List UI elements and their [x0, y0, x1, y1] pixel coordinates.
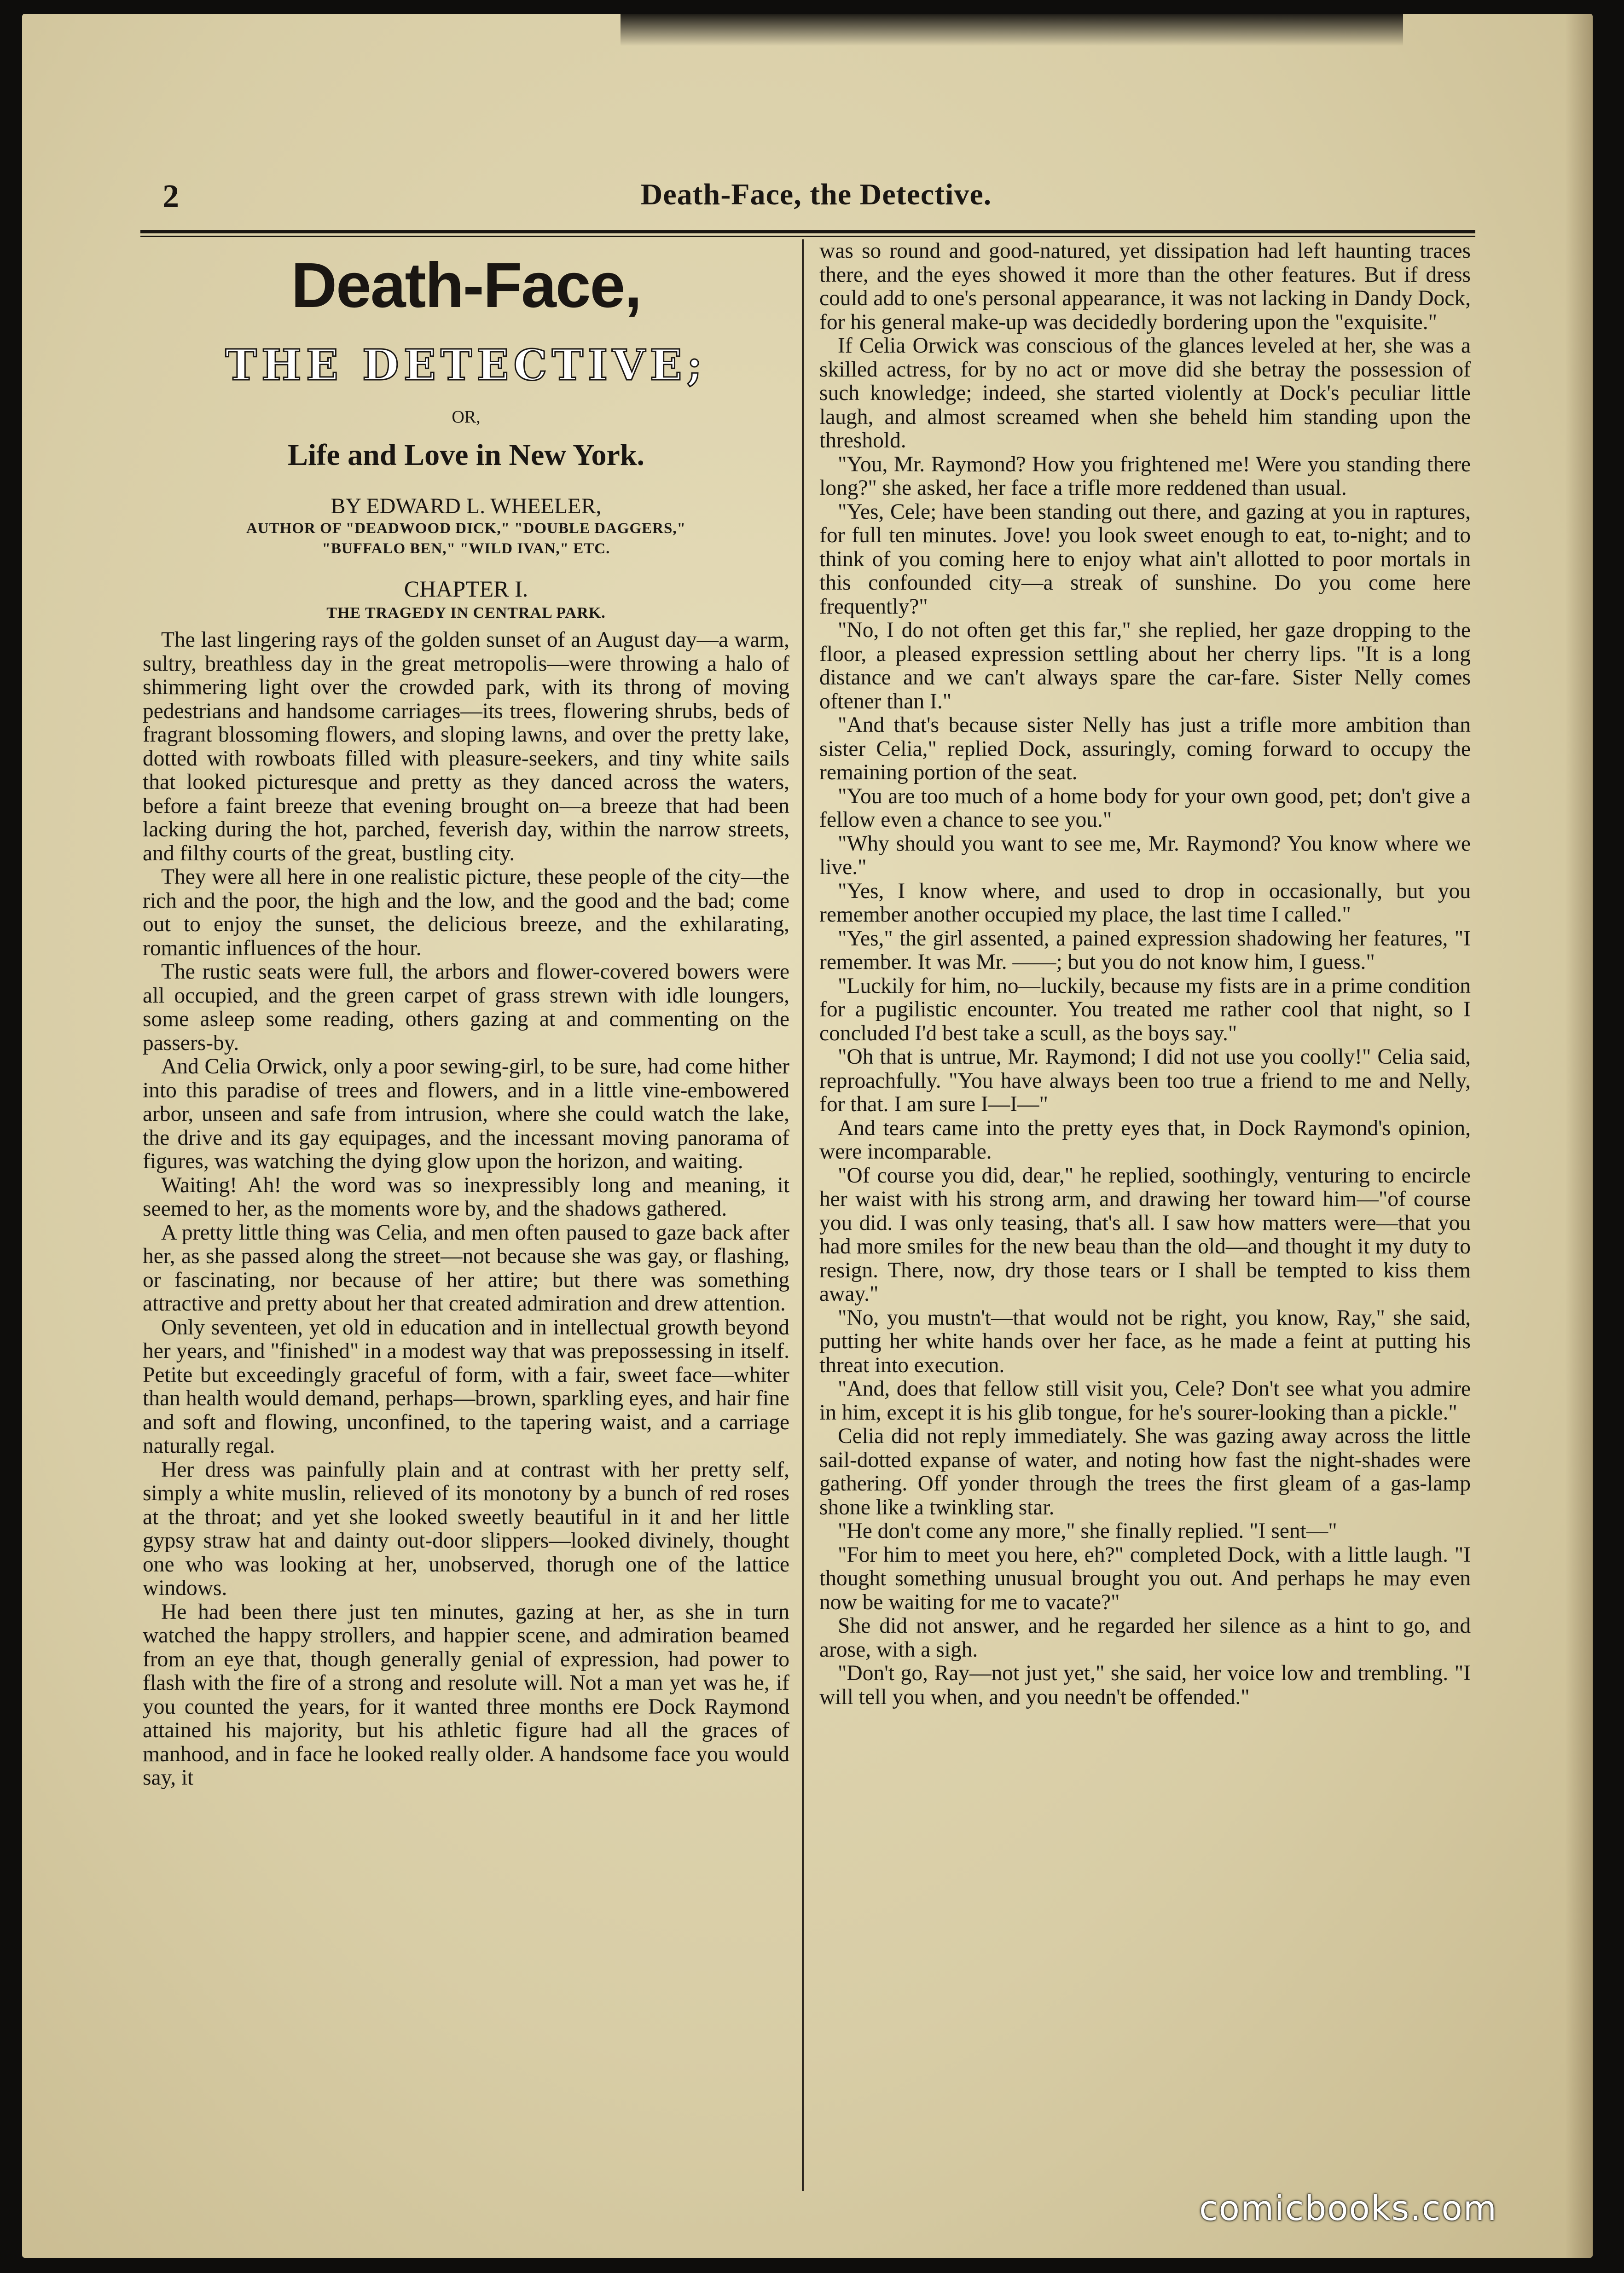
- paragraph: "And, does that fellow still visit you, Cele? Don't see what you admire in him, except it is his glib tongue, for he's sourer-looking than a pickle.": [819, 1377, 1471, 1425]
- story-title-detective: THE DETECTIVE;: [225, 340, 707, 390]
- paragraph: "For him to meet you here, eh?" completed Dock, with a little laugh. "I thought something unusual brought you out. And perhaps he may even now be waiting for me to vacate?": [819, 1542, 1471, 1614]
- watermark-text: comicbooks.com: [1199, 2189, 1497, 2228]
- paragraph: "And that's because sister Nelly has just a trifle more ambition than sister Celia," replied Dock, assuringly, coming forward to occupy the remaining portion of the seat.: [819, 713, 1471, 784]
- paragraph: "Yes, I know where, and used to drop in occasionally, but you remember another occupied my place, the last time I called.": [819, 879, 1471, 927]
- chapter-title: THE TRAGEDY IN CENTRAL PARK.: [326, 604, 606, 621]
- paragraph: A pretty little thing was Celia, and men often paused to gaze back after her, as she passed along the street—not because she was gay, or flashing, or fascinating, nor because of her attire; but there was something attractive and pretty about her that created admiration and drew attention.: [143, 1220, 789, 1316]
- paragraph: "Yes, Cele; have been standing out there, and gazing at you in raptures, for full ten minutes. Jove! you look sweet enough to eat, to-night; and to think of you coming here to enjoy what ain't allotted to poor mortals in this confounded city—a streak of sunshine. Do you come here frequently?": [819, 499, 1471, 619]
- chapter-number: CHAPTER I.: [404, 576, 528, 602]
- paragraph: The rustic seats were full, the arbors and flower-covered bowers were all occupied, and the green carpet of grass strewn with idle loungers, some asleep some reading, others gazing at and commenting on the passers-by.: [143, 960, 789, 1055]
- author-credits: [143, 518, 789, 559]
- left-column: [143, 239, 789, 2191]
- paragraph: He had been there just ten minutes, gazing at her, as she in turn watched the happy strollers, and happier scene, and admiration beamed from an eye that, though generally genial of expression, had power to flash with the fire of a strong and resolute will. Not a man yet was he, if you counted the years, for it wanted three months ere Dock Raymond attained his majority, but his athletic figure had all the graces of manhood, and in face he looked really older. A handsome face you would say, it: [143, 1600, 789, 1790]
- scan-shadow: [621, 14, 1403, 46]
- paragraph: "Yes," the girl assented, a pained expression shadowing her features, "I remember. It was Mr. ——; but you do not know him, I guess.": [819, 926, 1471, 974]
- paragraph: "Oh that is untrue, Mr. Raymond; I did not use you coolly!" Celia said, reproachfully. "You have always been too true a friend to me and Nelly, for that. I am sure I—I—": [819, 1045, 1471, 1116]
- page-header: [137, 177, 1495, 219]
- paragraph: And Celia Orwick, only a poor sewing-girl, to be sure, had come hither into this paradise of trees and flowers, and in a little vine-embowered arbor, unseen and safe from intrusion, where she could watch the lake, the drive and its gay equipages, and the incessant moving panorama of figures, was watching the dying glow upon the horizon, and waiting.: [143, 1055, 789, 1173]
- right-column: [819, 239, 1471, 2191]
- paragraph: was so round and good-natured, yet dissipation had left haunting traces there, and the eyes showed it more than the other features. But if dress could add to one's personal appearance, it was not lacking in Dandy Dock, for his general make-up was decidedly bordering upon the "exquisite.": [819, 239, 1471, 334]
- paragraph: "Of course you did, dear," he replied, soothingly, venturing to encircle her waist with his strong arm, and drawing her toward him—"of course you did. I was only teasing, that's all. I saw how matters were—that you had more smiles for the new beau than the old—and thought it my duty to resign. There, now, dry those tears or I shall be tempted to kiss them away.": [819, 1163, 1471, 1306]
- header-rule-thin: [140, 236, 1475, 237]
- paragraph: They were all here in one realistic picture, these people of the city—the rich and the poor, the high and the low, and the good and the bad; come out to enjoy the sunset, the delicious breeze, and the exhilarating, romantic influences of the hour.: [143, 865, 789, 960]
- author-credits-line-2: "BUFFALO BEN," "WILD IVAN," ETC.: [322, 540, 610, 557]
- page-edge: [1565, 14, 1593, 2258]
- paragraph: "You are too much of a home body for your own good, pet; don't give a fellow even a chance to see you.": [819, 784, 1471, 832]
- paragraph: Her dress was painfully plain and at contrast with her pretty self, simply a white muslin, relieved of its monotony by a bunch of red roses at the throat; and yet she looked sweetly beautiful in it and her little gypsy straw hat and dainty out-door slippers—looked divinely, thought one who was looking at her, unobserved, thorugh one of the lattice windows.: [143, 1457, 789, 1600]
- page-number: 2: [162, 178, 179, 215]
- paragraph: Only seventeen, yet old in education and in intellectual growth beyond her years, and "finished" in a modest way that was prepossessing in itself. Petite but exceedingly graceful of form, with a fair, sweet face—whiter than health would demand, perhaps—brown, sparkling eyes, and hair fine and soft and flowing, unconfined, to the tapering waist, and a carriage naturally regal.: [143, 1315, 789, 1458]
- header-rule: [140, 230, 1475, 233]
- author-credits-line-1: AUTHOR OF "DEADWOOD DICK," "DOUBLE DAGGERS,": [246, 520, 686, 537]
- paragraph: "Why should you want to see me, Mr. Raymond? You know where we live.": [819, 831, 1471, 879]
- paragraph: "He don't come any more," she finally replied. "I sent—": [838, 1519, 1337, 1543]
- paragraph: "Luckily for him, no—luckily, because my fists are in a prime condition for a pugilistic encounter. You treated me rather cool that night, so I concluded I'd best take a scull, as the boys say.": [819, 974, 1471, 1045]
- column-divider: [802, 239, 804, 2191]
- title-or: OR,: [452, 407, 481, 427]
- byline: BY EDWARD L. WHEELER,: [331, 494, 602, 518]
- paragraph: The last lingering rays of the golden sunset of an August day—a warm, sultry, breathless day in the great metropolis—were throwing a halo of shimmering light over the crowded park, with its throng of moving pedestrians and handsome carriages—its trees, flowering shrubs, beds of fragrant blossoming flowers, and sloping lawns, and over the pretty lake, dotted with rowboats filled with pleasure-seekers, and tiny white sails that looked picturesque and pretty as they danced across the waters, before a faint breeze that evening brought on—a breeze that had been lacking during the hot, parched, feverish day, within the narrow streets, and filthy courts of the great, bustling city.: [143, 628, 789, 865]
- paragraph: "No, I do not often get this far," she replied, her gaze dropping to the floor, a pleased expression settling about her cherry lips. "It is a long distance and we can't always spare the car-fare. Sister Nelly comes oftener than I.": [819, 618, 1471, 713]
- story-subtitle: Life and Love in New York.: [288, 438, 644, 472]
- paragraph: Celia did not reply immediately. She was gazing away across the little sail-dotted expanse of water, and noting how fast the night-shades were gathering. Off yonder through the trees the first gleam of a gas-lamp shone like a twinkling star.: [819, 1424, 1471, 1519]
- paragraph: Waiting! Ah! the word was so inexpressibly long and meaning, it seemed to her, as the moments wore by, and the shadows gathered.: [143, 1173, 789, 1221]
- paragraph: "No, you mustn't—that would not be right, you know, Ray," she said, putting her white hands over her face, as he made a feint at putting his threat into execution.: [819, 1305, 1471, 1377]
- paragraph: "You, Mr. Raymond? How you frightened me! Were you standing there long?" she asked, her face a trifle more reddened than usual.: [819, 452, 1471, 500]
- running-title: Death-Face, the Detective.: [640, 178, 992, 211]
- paragraph: "Don't go, Ray—not just yet," she said, her voice low and trembling. "I will tell you when, and you needn't be offended.": [819, 1661, 1471, 1709]
- story-title: Death-Face,: [291, 250, 641, 321]
- paragraph: If Celia Orwick was conscious of the glances leveled at her, she was a skilled actress, for by no act or move did she betray the possession of such knowledge; indeed, she started violently at Dock's peculiar little laugh, and almost screamed when she beheld him standing upon the threshold.: [819, 334, 1471, 452]
- paragraph: She did not answer, and he regarded her silence as a hint to go, and arose, with a sigh.: [819, 1614, 1471, 1662]
- paragraph: And tears came into the pretty eyes that, in Dock Raymond's opinion, were incomparable.: [819, 1116, 1471, 1164]
